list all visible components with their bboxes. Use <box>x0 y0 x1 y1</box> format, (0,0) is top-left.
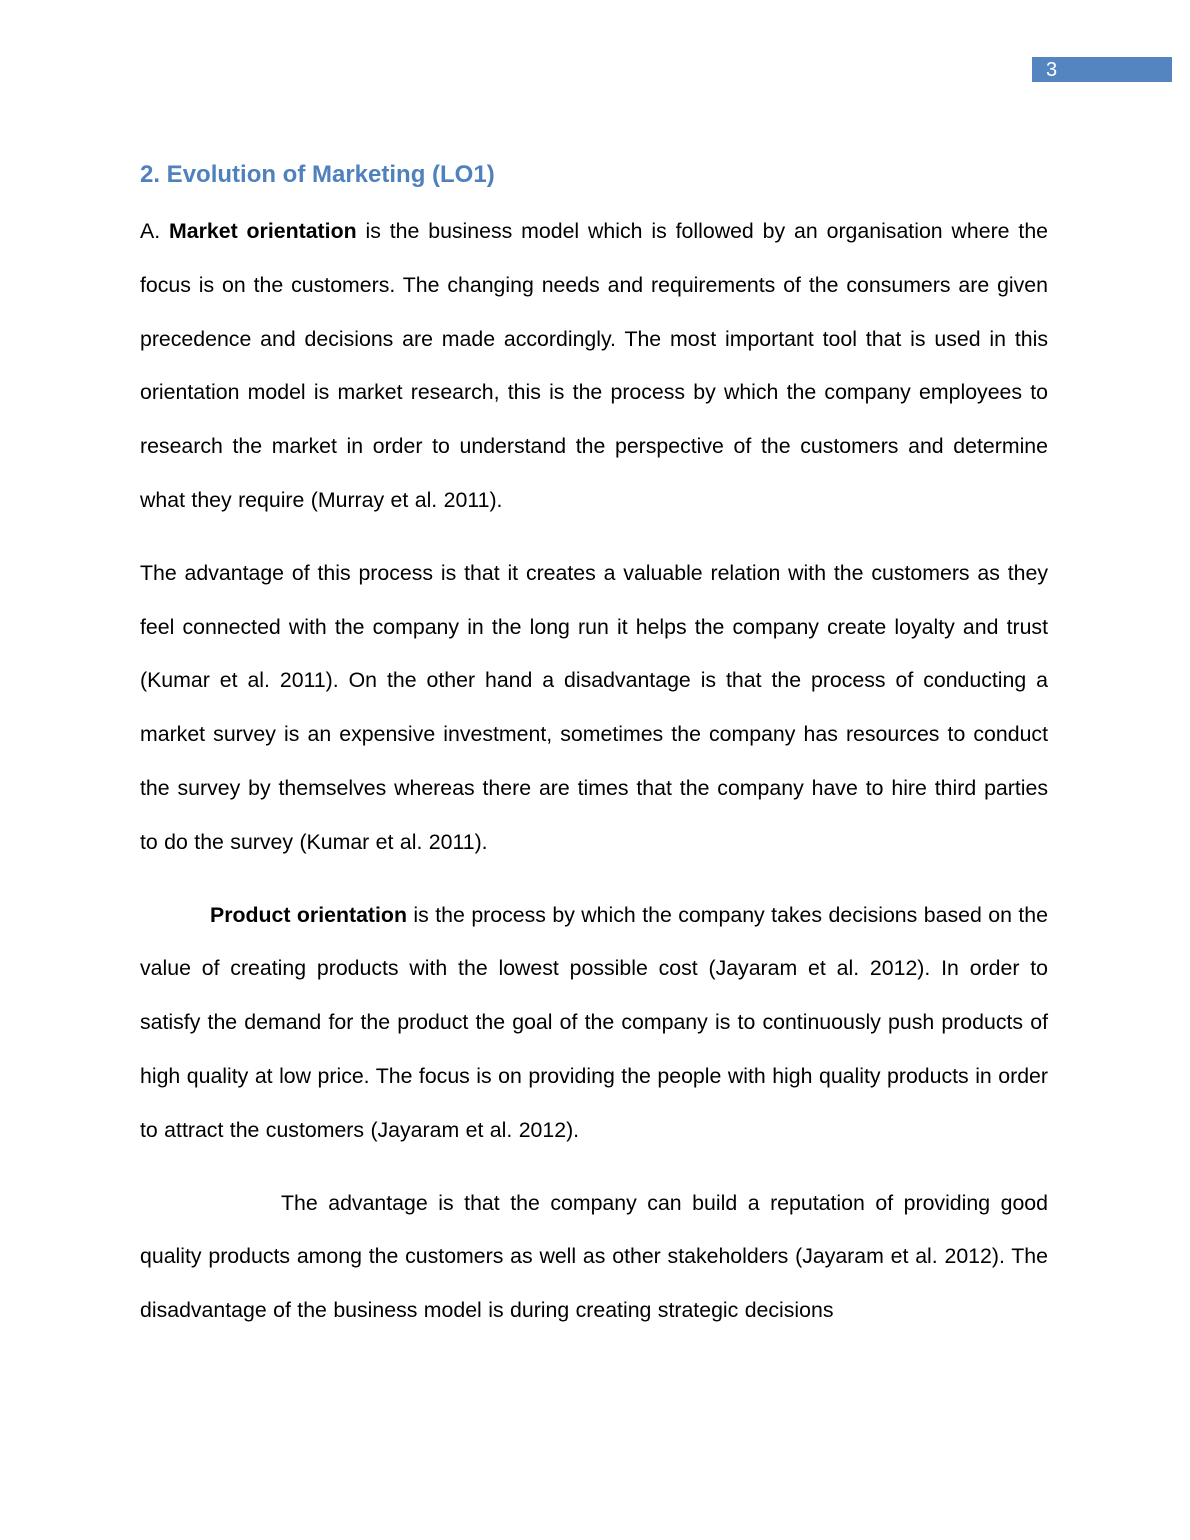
document-body <box>140 157 1048 1357</box>
paragraph-product-advantage: The advantage is that the company can build a reputation of providing good quality products among the customers as well as other stakeholders (Jayaram et al. 2012). The disadvantage of the business model is during creating strategic decisions <box>140 1190 1048 1323</box>
paragraph-market-orientation <box>140 205 1048 528</box>
term-product-orientation: Product orientation <box>210 902 407 927</box>
market-orientation-text: is the business model which is followed by an organisation where the focus is on the customers. The changing needs and requirements of the consumers are given precedence and decisions are made accordingly. The most important tool that is used in this orientation model is market research, this is the process by which the company employees to research the market in order to understand the perspective of the customers and determine what they require (Murray et al. 2011). <box>140 219 1049 512</box>
paragraph-market-advantage: The advantage of this process is that it creates a valuable relation with the customers as they feel connected with the company in the long run it helps the company create loyalty and trust (Kumar et al. 2011). On the other hand a disadvantage is that the process of conducting a market survey is an expensive investment, sometimes the company has resources to conduct the survey by themselves whereas there are times that the company have to hire third parties to do the survey (Kumar et al. 2011). <box>140 560 1048 854</box>
product-orientation-text: is the process by which the company takes decisions based on the value of creating products with the lowest possible cost (Jayaram et al. 2012). In order to satisfy the demand for the product the goal of the company is to continuously push products of high quality at low price. The focus is on providing the people with high quality products in order to attract the customers (Jayaram et al. 2012). <box>140 902 1049 1142</box>
list-marker: A. <box>140 219 170 243</box>
section-heading: 2. Evolution of Marketing (LO1) <box>140 161 495 188</box>
page-number-bar <box>1032 57 1172 82</box>
term-market-orientation: Market orientation <box>169 219 357 243</box>
page-number: 3 <box>1046 59 1058 81</box>
paragraph-product-orientation <box>140 889 1048 1158</box>
